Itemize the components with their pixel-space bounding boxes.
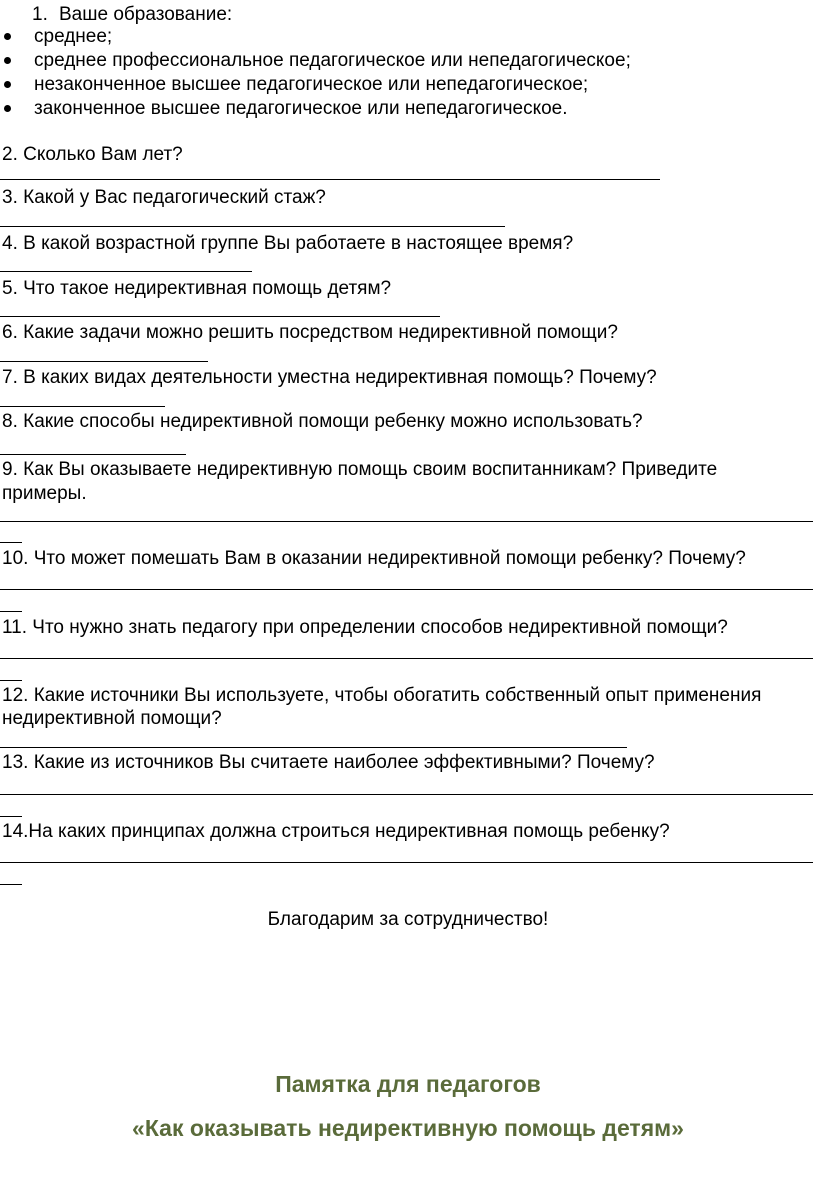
answer-line-q7[interactable]: [0, 406, 165, 407]
option-complete-higher: законченное высшее педагогическое или непедагогическое.: [34, 98, 568, 119]
answer-line-q2[interactable]: [0, 179, 660, 180]
answer-line-q12[interactable]: [0, 747, 627, 748]
bullet-icon: [4, 33, 11, 40]
q4-text: 4. В какой возрастной группе Вы работаете в настоящее время?: [2, 233, 574, 254]
bullet-icon: [4, 105, 11, 112]
answer-line-q8[interactable]: [0, 454, 186, 455]
bullet-icon: [4, 57, 11, 64]
answer-line-q9-tail: [0, 542, 22, 543]
q1-number: 1.: [32, 4, 48, 25]
q12-text-line2: недирективной помощи?: [2, 708, 222, 729]
q13-text: 13. Какие из источников Вы считаете наиболее эффективными? Почему?: [2, 752, 655, 773]
answer-line-q3[interactable]: [0, 226, 505, 227]
bullet-icon: [4, 81, 11, 88]
q11-text: 11. Что нужно знать педагогу при определении способов недирективной помощи?: [2, 617, 728, 638]
answer-line-q4[interactable]: [0, 271, 252, 272]
answer-line-q11-tail: [0, 680, 22, 681]
q3-text: 3. Какой у Вас педагогический стаж?: [2, 187, 326, 208]
answer-line-q13[interactable]: [0, 794, 813, 795]
memo-title: Памятка для педагогов: [275, 1071, 541, 1097]
memo-subtitle: «Как оказывать недирективную помощь детям»: [132, 1115, 684, 1141]
answer-line-q10[interactable]: [0, 589, 813, 590]
q9-text-line2: примеры.: [2, 483, 87, 504]
answer-line-q9[interactable]: [0, 521, 813, 522]
q2-text: 2. Сколько Вам лет?: [2, 144, 183, 165]
q7-text: 7. В каких видах деятельности уместна недирективная помощь? Почему?: [2, 367, 657, 388]
q14-text: 14.На каких принципах должна строиться недирективная помощь ребенку?: [2, 821, 670, 842]
q9-text-line1: 9. Как Вы оказываете недирективную помощь своим воспитанникам? Приведите: [2, 459, 718, 480]
q8-text: 8. Какие способы недирективной помощи ребенку можно использовать?: [2, 411, 643, 432]
answer-line-q6[interactable]: [0, 361, 208, 362]
option-incomplete-higher: незаконченное высшее педагогическое или непедагогическое;: [34, 74, 589, 95]
q1-text: Ваше образование:: [59, 4, 233, 25]
q12-text-line1: 12. Какие источники Вы используете, чтобы обогатить собственный опыт применения: [2, 685, 762, 706]
thanks-text: Благодарим за сотрудничество!: [267, 909, 549, 930]
answer-line-q10-tail: [0, 611, 22, 612]
answer-line-q5[interactable]: [0, 316, 440, 317]
option-vocational: среднее профессиональное педагогическое или непедагогическое;: [34, 50, 631, 71]
answer-line-q14-tail: [0, 884, 22, 885]
q10-text: 10. Что может помешать Вам в оказании недирективной помощи ребенку? Почему?: [2, 548, 746, 569]
option-secondary: среднее;: [34, 26, 113, 47]
answer-line-q14[interactable]: [0, 862, 813, 863]
q6-text: 6. Какие задачи можно решить посредством недирективной помощи?: [2, 322, 618, 343]
answer-line-q11[interactable]: [0, 658, 813, 659]
q5-text: 5. Что такое недирективная помощь детям?: [2, 278, 392, 299]
answer-line-q13-tail: [0, 816, 22, 817]
